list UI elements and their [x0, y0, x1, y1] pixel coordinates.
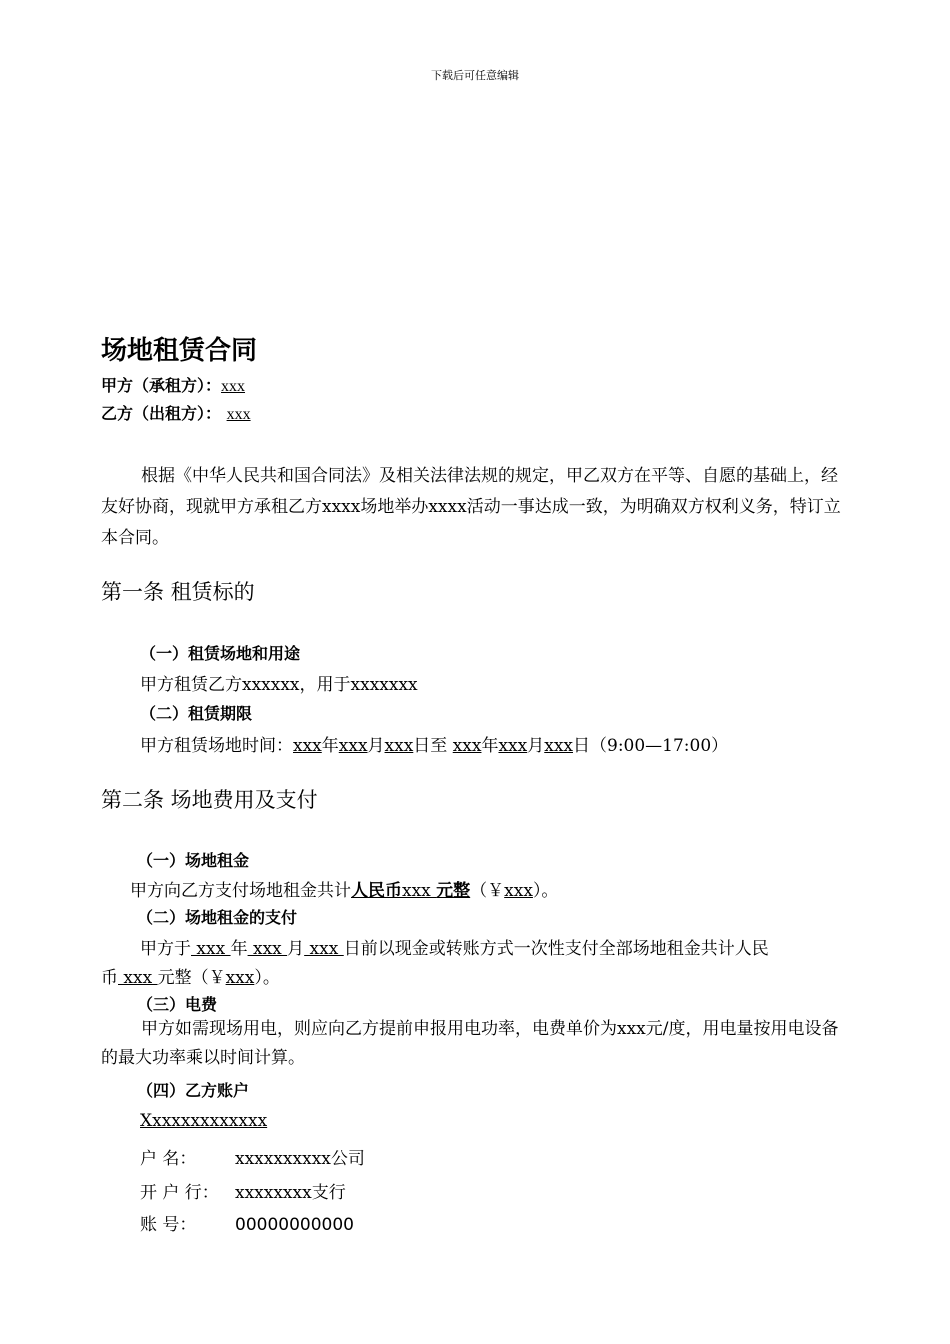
account-name-label: 户 名： [140, 1149, 197, 1169]
party-a-label: 甲方（承租方）： [101, 376, 222, 395]
electricity-paragraph: 甲方如需现场用电，则应向乙方提前申报用电功率，电费单价为xxx元/度，用电量按用电设备的最大功率乘以时间计算。 [101, 1019, 839, 1068]
article-1-section-1-text: 甲方租赁乙方xxxxxx，用于xxxxxxx [140, 675, 418, 695]
year-char: 年 [230, 939, 248, 959]
account-bank-branch-line [140, 1178, 346, 1203]
day-to-text: 日至 [413, 736, 453, 756]
paren-close: ）。 [532, 881, 559, 901]
article-2-section-1-heading: （一）场地租金 [137, 851, 250, 870]
account-name-value: xxxxxxxxxx公司 [235, 1149, 365, 1169]
month-char: 月 [287, 939, 305, 959]
lease-period-line [140, 731, 728, 756]
start-year: xxx [293, 736, 322, 756]
yuan-whole-text: 元整（￥ [157, 968, 226, 988]
party-b-line [101, 401, 251, 424]
payment-day: xxx [304, 939, 344, 959]
account-number-value: 00000000000 [235, 1215, 354, 1235]
end-year: xxx [452, 736, 482, 756]
preamble-paragraph: 根据《中华人民共和国合同法》及相关法律法规的规定，甲乙双方在平等、自愿的基础上，经友好协商，现就甲方承租乙方xxxx场地举办xxxx活动一事达成一致，为明确双方权利义务，特订立本合同。 [101, 466, 841, 548]
party-b-value: xxx [226, 406, 251, 423]
start-day: xxx [384, 736, 414, 756]
article-2-section-4-heading: （四）乙方账户 [137, 1081, 250, 1100]
account-bank-label: 开 户 行： [140, 1183, 219, 1203]
page-header-note: 下载后可任意编辑 [431, 69, 519, 82]
article-1-section-1-heading: （一）租赁场地和用途 [140, 644, 301, 663]
year-char: 年 [481, 736, 499, 756]
payment-line-2 [101, 963, 280, 988]
payment-amount: xxx [118, 968, 158, 988]
article-2-heading: 第二条 场地费用及支付 [101, 788, 318, 812]
article-2-section-2-heading: （二）场地租金的支付 [137, 908, 298, 927]
payment-year: xxx [191, 939, 231, 959]
start-month: xxx [338, 736, 368, 756]
rent-total-prefix: 甲方向乙方支付场地租金共计 [130, 881, 351, 901]
payment-prefix: 甲方于 [140, 939, 191, 959]
document-title: 场地租赁合同 [101, 336, 258, 366]
account-bank-line: Xxxxxxxxxxxxx [140, 1111, 268, 1131]
account-number-line [140, 1210, 354, 1235]
end-day: xxx [544, 736, 573, 756]
year-char: 年 [321, 736, 339, 756]
payment-line-1 [140, 934, 769, 959]
payment-amount-figure: xxx [225, 968, 255, 988]
lease-period-prefix: 甲方租赁场地时间： [140, 736, 293, 756]
paren-close: ）。 [254, 968, 280, 988]
month-char: 月 [367, 736, 385, 756]
account-number-label: 账 号： [140, 1215, 197, 1235]
lease-period-suffix: 日（9:00—17:00） [573, 736, 729, 756]
article-2-section-3-heading: （三）电费 [137, 995, 218, 1014]
currency-char: 币 [101, 968, 118, 988]
end-month: xxx [498, 736, 528, 756]
rent-amount: xxx [402, 881, 437, 901]
yuan-whole-label: 元整 [436, 881, 471, 901]
article-1-section-2-heading: （二）租赁期限 [140, 704, 253, 723]
party-a-value: xxx [221, 378, 246, 395]
rent-amount-figure: xxx [504, 881, 533, 901]
payment-month: xxx [247, 939, 288, 959]
month-char: 月 [527, 736, 545, 756]
party-b-label: 乙方（出租方）： [101, 404, 227, 423]
account-bank-value: xxxxxxxx支行 [235, 1183, 346, 1203]
party-a-line [101, 373, 245, 396]
rent-total-line [130, 876, 558, 901]
article-1-heading: 第一条 租赁标的 [101, 580, 255, 604]
rmb-label: 人民币 [351, 881, 402, 901]
account-name-line [140, 1144, 365, 1169]
paren-open: （￥ [470, 881, 505, 901]
payment-mid-text: 日前以现金或转账方式一次性支付全部场地租金共计人民 [343, 939, 769, 959]
